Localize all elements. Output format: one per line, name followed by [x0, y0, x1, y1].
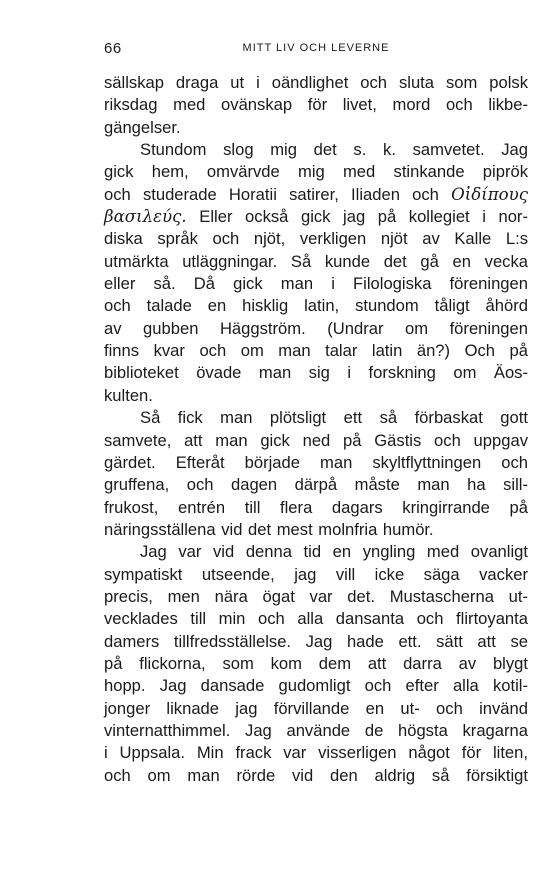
line-text: kulten.	[104, 385, 153, 405]
line-text: och studerade Horatii satirer, Iliaden och	[104, 184, 439, 204]
text-line	[104, 765, 528, 787]
text-line	[104, 206, 528, 228]
line-text: av gubben Häggström. (Undrar om föreningen	[104, 318, 528, 338]
text-line	[104, 184, 528, 206]
line-text: och om man rörde vid den aldrig så försiktigt	[104, 765, 528, 785]
text-line	[104, 474, 528, 496]
line-text: samvete, att man gick ned på Gästis och uppgav	[104, 430, 528, 450]
line-text: Jag var vid denna tid en yngling med ovanligt	[140, 542, 528, 562]
text-line	[104, 72, 528, 94]
line-text: jonger liknade jag förvillande en ut- och invänd	[104, 698, 528, 718]
greek-word: Οἰδίπους	[451, 184, 528, 204]
text-line	[104, 631, 528, 653]
greek-word: βασιλεύς.	[104, 207, 187, 227]
text-line	[104, 541, 528, 563]
line-text: riksdag med ovänskap för livet, mord och likbe-	[104, 95, 528, 115]
line-text: Stundom slog mig det s. k. samvetet. Jag	[140, 140, 528, 160]
line-text: gruffena, och dagen därpå måste man ha sill-	[104, 475, 528, 495]
line-text: damers tillfredsställelse. Jag hade ett. sätt att se	[104, 631, 528, 651]
line-text: gängelser.	[104, 117, 181, 137]
text-line	[104, 362, 528, 384]
line-text: Eller också gick jag på kollegiet i nor-	[199, 207, 528, 227]
text-line	[104, 340, 528, 362]
page-number: 66	[104, 40, 122, 57]
line-text: diska språk och njöt, verkligen njöt av Kalle L:s	[104, 229, 528, 249]
text-line	[104, 720, 528, 742]
line-text: gärdet. Efteråt började man skyltflyttningen och	[104, 452, 528, 472]
text-line	[104, 117, 528, 139]
line-text: sympatiskt utseende, jag vill icke säga vacker	[104, 564, 528, 584]
text-line	[104, 564, 528, 586]
text-line	[104, 698, 528, 720]
text-line	[104, 653, 528, 675]
running-head: MITT LIV OCH LEVERNE	[242, 42, 390, 54]
text-line	[104, 295, 528, 317]
line-text: Så fick man plötsligt ett så förbaskat gott	[140, 408, 528, 428]
line-text: vinternatthimmel. Jag använde de högsta kragarna	[104, 720, 528, 740]
line-text: näringsställena vid det mest molnfria humör.	[104, 519, 434, 539]
line-text: sällskap draga ut i oändlighet och sluta som polsk	[104, 73, 528, 92]
line-text: i Uppsala. Min frack var visserligen något för liten,	[104, 743, 528, 763]
text-line	[104, 94, 528, 116]
text-line	[104, 430, 528, 452]
text-line	[104, 139, 528, 161]
line-text: biblioteket övade man sig i forskning om Äos-	[104, 363, 528, 383]
page-header	[104, 40, 528, 60]
line-text: och talade en hisklig latin, stundom tåligt åhörd	[104, 296, 528, 316]
line-text: precis, men nära ögat var det. Mustascherna ut-	[104, 586, 528, 606]
text-line	[104, 519, 528, 541]
line-text: eller så. Då gick man i Filologiska föreningen	[104, 274, 528, 294]
line-text: utmärkta utläggningar. Så kunde det gå en vecka	[104, 251, 528, 271]
text-line	[104, 228, 528, 250]
text-line	[104, 161, 528, 183]
line-text: hopp. Jag dansade gudomligt och efter alla kotil-	[104, 676, 528, 696]
text-line	[104, 497, 528, 519]
text-line	[104, 385, 528, 407]
line-text: vecklades till min och alla dansanta och flirtoyanta	[104, 609, 528, 629]
text-line	[104, 251, 528, 273]
text-line	[104, 452, 528, 474]
text-line	[104, 586, 528, 608]
text-line	[104, 675, 528, 697]
line-text: på flickorna, som kom dem att darra av blygt	[104, 653, 528, 673]
line-text: frukost, entrén till flera dagars kringirrande på	[104, 497, 528, 517]
text-line	[104, 608, 528, 630]
text-line	[104, 273, 528, 295]
text-line	[104, 742, 528, 764]
body-text	[104, 72, 528, 787]
line-text: gick hem, omvärvde mig med stinkande piprök	[104, 162, 528, 182]
line-text: finns kvar och om man talar latin än?) Och på	[104, 341, 528, 361]
text-line	[104, 318, 528, 340]
text-line	[104, 407, 528, 429]
